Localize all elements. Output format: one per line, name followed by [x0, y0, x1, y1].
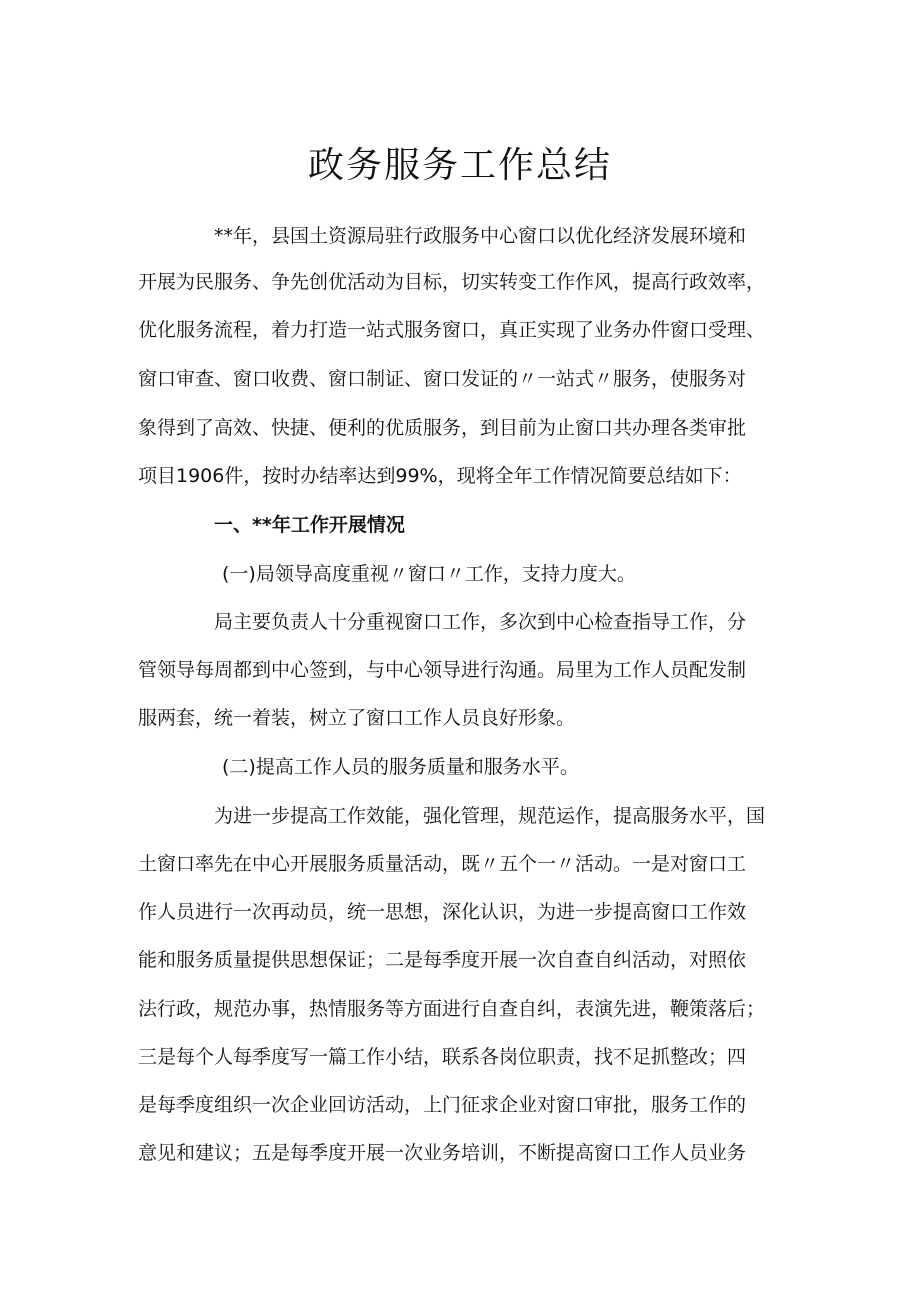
paragraph-1-line-6: 项目1906件，按时办结率达到99%，现将全年工作情况简要总结如下： — [138, 465, 742, 487]
paragraph-2-line-3: 服两套，统一着装，树立了窗口工作人员良好形象。 — [138, 707, 576, 729]
paragraph-3-line-1: 为进一步提高工作效能，强化管理，规范运作，提高服务水平，国 — [214, 805, 766, 827]
paragraph-1-line-2: 开展为民服务、争先创优活动为目标，切实转变工作作风，提高行政效率， — [138, 271, 766, 293]
paragraph-2-line-1: 局主要负责人十分重视窗口工作，多次到中心检查指导工作，分 — [214, 611, 747, 633]
paragraph-3-line-5: 法行政，规范办事，热情服务等方面进行自查自纠，表演先进，鞭策落后； — [138, 998, 766, 1020]
paragraph-1-line-4: 窗口审查、窗口收费、窗口制证、窗口发证的〃一站式〃服务，使服务对 — [138, 368, 747, 390]
paragraph-3-line-7: 是每季度组织一次企业回访活动，上门征求企业对窗口审批，服务工作的 — [138, 1094, 747, 1116]
section-heading-1: 一、**年工作开展情况 — [214, 514, 405, 536]
paragraph-3-line-8: 意见和建议；五是每季度开展一次业务培训，不断提高窗口工作人员业务 — [138, 1142, 747, 1164]
paragraph-3-line-3: 作人员进行一次再动员，统一思想，深化认识，为进一步提高窗口工作效 — [138, 901, 747, 923]
paragraph-3-line-2: 土窗口率先在中心开展服务质量活动，既〃五个一〃活动。一是对窗口工 — [138, 853, 747, 875]
paragraph-1-line-3: 优化服务流程，着力打造一站式服务窗口，真正实现了业务办件窗口受理、 — [138, 319, 766, 341]
document-title: 政务服务工作总结 — [307, 145, 612, 186]
paragraph-1-line-5: 象得到了高效、快捷、便利的优质服务，到目前为止窗口共办理各类审批 — [138, 417, 747, 439]
subsection-heading-1: (一)局领导高度重视〃窗口〃工作，支持力度大。 — [222, 563, 636, 585]
paragraph-1-line-1: **年，县国土资源局驻行政服务中心窗口以优化经济发展环境和 — [214, 225, 747, 247]
paragraph-3-line-4: 能和服务质量提供思想保证；二是每季度开展一次自查自纠活动，对照依 — [138, 949, 747, 971]
paragraph-2-line-2: 管领导每周都到中心签到，与中心领导进行沟通。局里为工作人员配发制 — [138, 659, 747, 681]
subsection-heading-2: (二)提高工作人员的服务质量和服务水平。 — [222, 756, 579, 778]
paragraph-3-line-6: 三是每个人每季度写一篇工作小结，联系各岗位职责，找不足抓整改；四 — [138, 1046, 747, 1068]
